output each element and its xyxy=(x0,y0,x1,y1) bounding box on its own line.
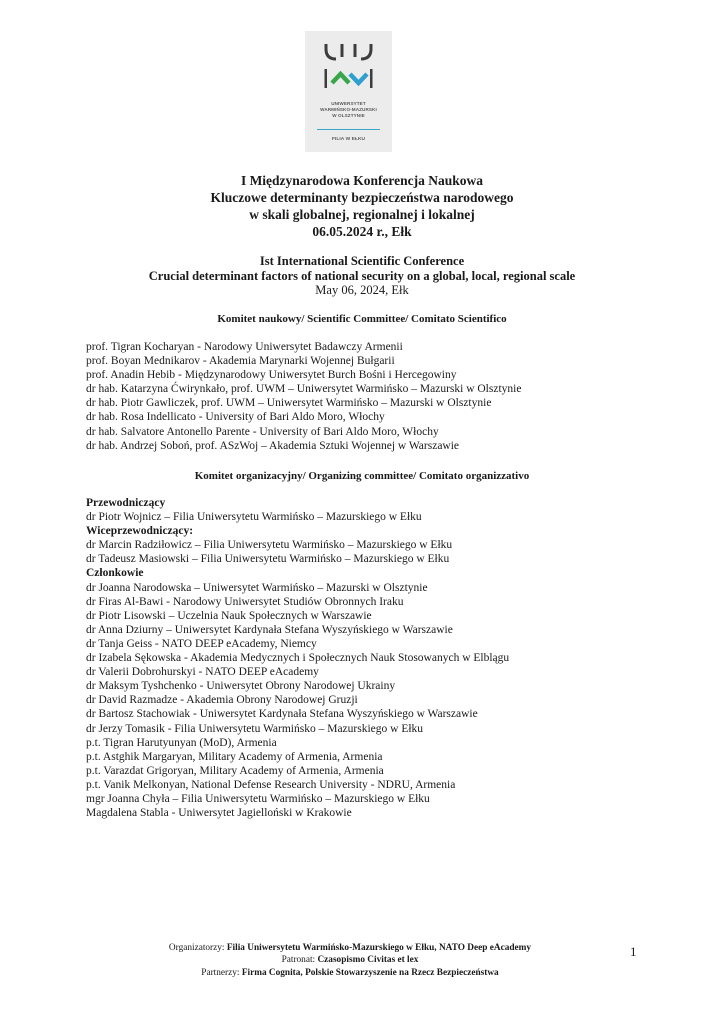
list-item: dr Izabela Sękowska - Akademia Medycznych i Społecznych Nauk Stosowanych w Elblągu xyxy=(86,652,510,665)
list-item: p.t. Tigran Harutyunyan (MoD), Armenia xyxy=(86,736,277,749)
footer-partners-value: Firma Cognita, Polskie Stowarzyszenie na Rzecz Bezpieczeństwa xyxy=(241,967,499,978)
list-item: dr Bartosz Stachowiak - Uniwersytet Kardynała Stefana Wyszyńskiego w Warszawie xyxy=(86,708,478,721)
list-item: dr hab. Andrzej Soboń, prof. ASzWoj – Akademia Sztuki Wojennej w Warszawie xyxy=(86,439,460,452)
title-pl-line-4: 06.05.2024 r., Ełk xyxy=(312,224,412,239)
logo-name-line-1: UNIWERSYTET xyxy=(331,101,366,106)
list-item: dr Jerzy Tomasik - Filia Uniwersytetu Warmińsko – Mazurskiego w Ełku xyxy=(86,722,424,735)
list-item: prof. Anadin Hebib - Międzynarodowy Uniwersytet Burch Bośni i Hercegowiny xyxy=(86,369,457,382)
organizing-committee-heading: Komitet organizacyjny/ Organizing committee/ Comitato organizzativo xyxy=(194,470,530,482)
list-item: dr Firas Al-Bawi - Narodowy Uniwersytet Studiów Obronnych Iraku xyxy=(86,595,404,608)
scientific-committee-heading: Komitet naukowy/ Scientific Committee/ Comitato Scientifico xyxy=(217,313,507,325)
page-number: 1 xyxy=(630,944,637,959)
list-item: dr Marcin Radziłowicz – Filia Uniwersytetu Warmińsko – Mazurskiego w Ełku xyxy=(86,539,453,552)
list-item: p.t. Vanik Melkonyan, National Defense Research University - NDRU, Armenia xyxy=(86,778,456,791)
footer-organizers-label: Organizatorzy: xyxy=(168,943,227,953)
list-item: prof. Boyan Mednikarov - Akademia Marynarki Wojennej Bułgarii xyxy=(86,355,395,368)
list-item: Magdalena Stabla - Uniwersytet Jagielloński w Krakowie xyxy=(86,807,352,820)
scientific-committee-list xyxy=(86,340,521,453)
title-pl-line-2: Kluczowe determinanty bezpieczeństwa narodowego xyxy=(210,190,514,205)
list-item: dr hab. Salvatore Antonello Parente - University of Bari Aldo Moro, Włochy xyxy=(86,425,439,438)
list-item: dr Valerii Dobrohurskyi - NATO DEEP eAcademy xyxy=(86,666,319,679)
vice-chair-label: Wiceprzewodniczący: xyxy=(86,525,194,538)
logo-divider xyxy=(317,129,380,130)
title-en-line-2: Crucial determinant factors of national security on a global, local, regional scale xyxy=(148,268,576,283)
list-item: p.t. Astghik Margaryan, Military Academy of Armenia, Armenia xyxy=(86,750,383,763)
list-item: dr David Razmadze - Akademia Obrony Narodowej Gruzji xyxy=(86,694,358,707)
list-item: dr Anna Dziurny – Uniwersytet Kardynała Stefana Wyszyńskiego w Warszawie xyxy=(86,623,453,636)
title-pl-line-1: I Międzynarodowa Konferencja Naukowa xyxy=(240,173,484,188)
list-item: dr hab. Rosa Indellicato - University of Bari Aldo Moro, Włochy xyxy=(86,411,385,424)
title-pl-line-3: w skali globalnej, regionalnej i lokalnej xyxy=(249,207,475,222)
list-item: p.t. Varazdat Grigoryan, Military Academy of Armenia, Armenia xyxy=(86,764,384,777)
footer-partners-label: Partnerzy: xyxy=(201,967,242,978)
university-logo xyxy=(305,31,392,152)
title-english xyxy=(0,254,724,298)
footer-organizers xyxy=(0,942,700,954)
logo-branch: FILIA W EŁKU xyxy=(331,137,366,142)
list-item: dr Maksym Tyshchenko - Uniwersytet Obrony Narodowej Ukrainy xyxy=(86,680,396,693)
list-item: dr hab. Katarzyna Ćwirynkało, prof. UWM – Uniwersytet Warmińsko – Mazurski w Olsztynie xyxy=(86,383,522,396)
footer-patronage-label: Patronat: xyxy=(281,955,318,966)
logo-name-line-2: WARMIŃSKO-MAZURSKI xyxy=(320,107,377,112)
list-item: mgr Joanna Chyła – Filia Uniwersytetu Warmińsko – Mazurskiego w Ełku xyxy=(86,792,430,805)
footer-partners xyxy=(0,967,700,979)
chair-label: Przewodniczący xyxy=(86,497,166,509)
title-en-line-3: May 06, 2024, Ełk xyxy=(315,283,409,297)
list-item: dr hab. Piotr Gawliczek, prof. UWM – Uniwersytet Warmińsko – Mazurski w Olsztynie xyxy=(86,397,492,410)
title-polish xyxy=(0,172,724,240)
list-item: dr Piotr Lisowski – Uczelnia Nauk Społecznych w Warszawie xyxy=(86,609,372,622)
title-en-line-1: Ist International Scientific Conference xyxy=(259,254,465,268)
list-item: dr Tadeusz Masiowski – Filia Uniwersytetu Warmińsko – Mazurskiego w Ełku xyxy=(86,553,450,566)
list-item: dr Joanna Narodowska – Uniwersytet Warmińsko – Mazurski w Olsztynie xyxy=(86,581,428,594)
footer-patronage xyxy=(0,954,700,966)
footer-patronage-value: Czasopismo Civitas et lex xyxy=(317,955,419,966)
footer xyxy=(0,942,700,979)
logo-name-line-3: W OLSZTYNIE xyxy=(332,113,365,118)
list-item: prof. Tigran Kocharyan - Narodowy Uniwersytet Badawczy Armenii xyxy=(86,341,403,353)
members-label: Członkowie xyxy=(86,567,144,580)
list-item: dr Piotr Wojnicz – Filia Uniwersytetu Warmińsko – Mazurskiego w Ełku xyxy=(86,511,422,524)
footer-organizers-value: Filia Uniwersytetu Warmińsko-Mazurskiego w Ełku, NATO Deep eAcademy xyxy=(226,943,532,953)
organizing-committee-list xyxy=(86,496,509,820)
list-item: dr Tanja Geiss - NATO DEEP eAcademy, Niemcy xyxy=(86,637,317,650)
